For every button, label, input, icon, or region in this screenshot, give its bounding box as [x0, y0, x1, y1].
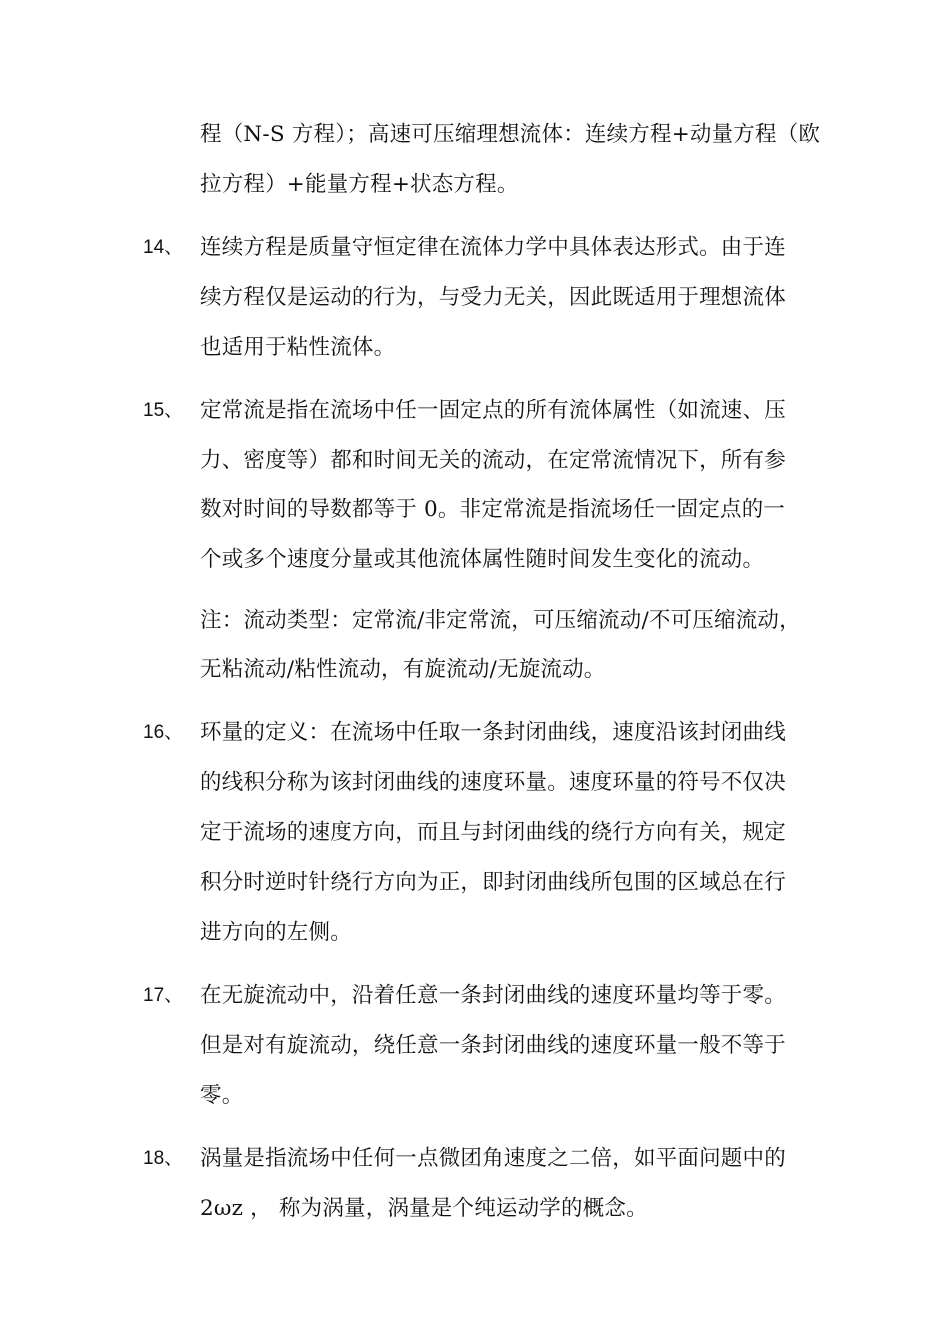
- item-15-line-1: 定常流是指在流场中任一固定点的所有流体属性（如流速、压: [200, 398, 786, 423]
- intro-line-2: 拉方程）+能量方程+状态方程。: [200, 172, 519, 197]
- item-14-line-1: 连续方程是质量守恒定律在流体力学中具体表达形式。由于连: [200, 235, 786, 260]
- item-15-line-2: 力、密度等）都和时间无关的流动，在定常流情况下，所有参: [200, 448, 786, 473]
- item-16-line-4: 积分时逆时针绕行方向为正，即封闭曲线所包围的区域总在行: [200, 870, 786, 895]
- item-14-number: 14、: [143, 237, 184, 258]
- item-15-number: 15、: [143, 400, 184, 421]
- item-17-number: 17、: [143, 985, 184, 1006]
- intro-line-1: 程（N-S 方程）；高速可压缩理想流体：连续方程+动量方程（欧: [200, 122, 821, 147]
- item-18-line-2: 2ωz ， 称为涡量，涡量是个纯运动学的概念。: [200, 1196, 648, 1221]
- item-16-number: 16、: [143, 722, 184, 743]
- item-15-line-3: 数对时间的导数都等于 0。非定常流是指流场任一固定点的一: [200, 497, 786, 522]
- item-16-line-5: 进方向的左侧。: [200, 920, 352, 945]
- note-line-2: 无粘流动/粘性流动，有旋流动/无旋流动。: [200, 657, 606, 682]
- item-17-line-2: 但是对有旋流动，绕任意一条封闭曲线的速度环量一般不等于: [200, 1033, 786, 1058]
- note-line-1: 注：流动类型：定常流/非定常流，可压缩流动/不可压缩流动，: [200, 608, 801, 633]
- item-17-line-1: 在无旋流动中，沿着任意一条封闭曲线的速度环量均等于零。: [200, 983, 786, 1008]
- item-14-line-3: 也适用于粘性流体。: [200, 335, 396, 360]
- item-16-line-1: 环量的定义：在流场中任取一条封闭曲线，速度沿该封闭曲线: [200, 720, 786, 745]
- item-17-line-3: 零。: [200, 1083, 244, 1108]
- item-16-line-3: 定于流场的速度方向，而且与封闭曲线的绕行方向有关，规定: [200, 820, 786, 845]
- item-18-number: 18、: [143, 1148, 184, 1169]
- item-15-line-4: 个或多个速度分量或其他流体属性随时间发生变化的流动。: [200, 547, 765, 572]
- item-14-line-2: 续方程仅是运动的行为，与受力无关，因此既适用于理想流体: [200, 285, 786, 310]
- item-18-line-1: 涡量是指流场中任何一点微团角速度之二倍，如平面问题中的: [200, 1146, 786, 1171]
- item-16-line-2: 的线积分称为该封闭曲线的速度环量。速度环量的符号不仅决: [200, 770, 786, 795]
